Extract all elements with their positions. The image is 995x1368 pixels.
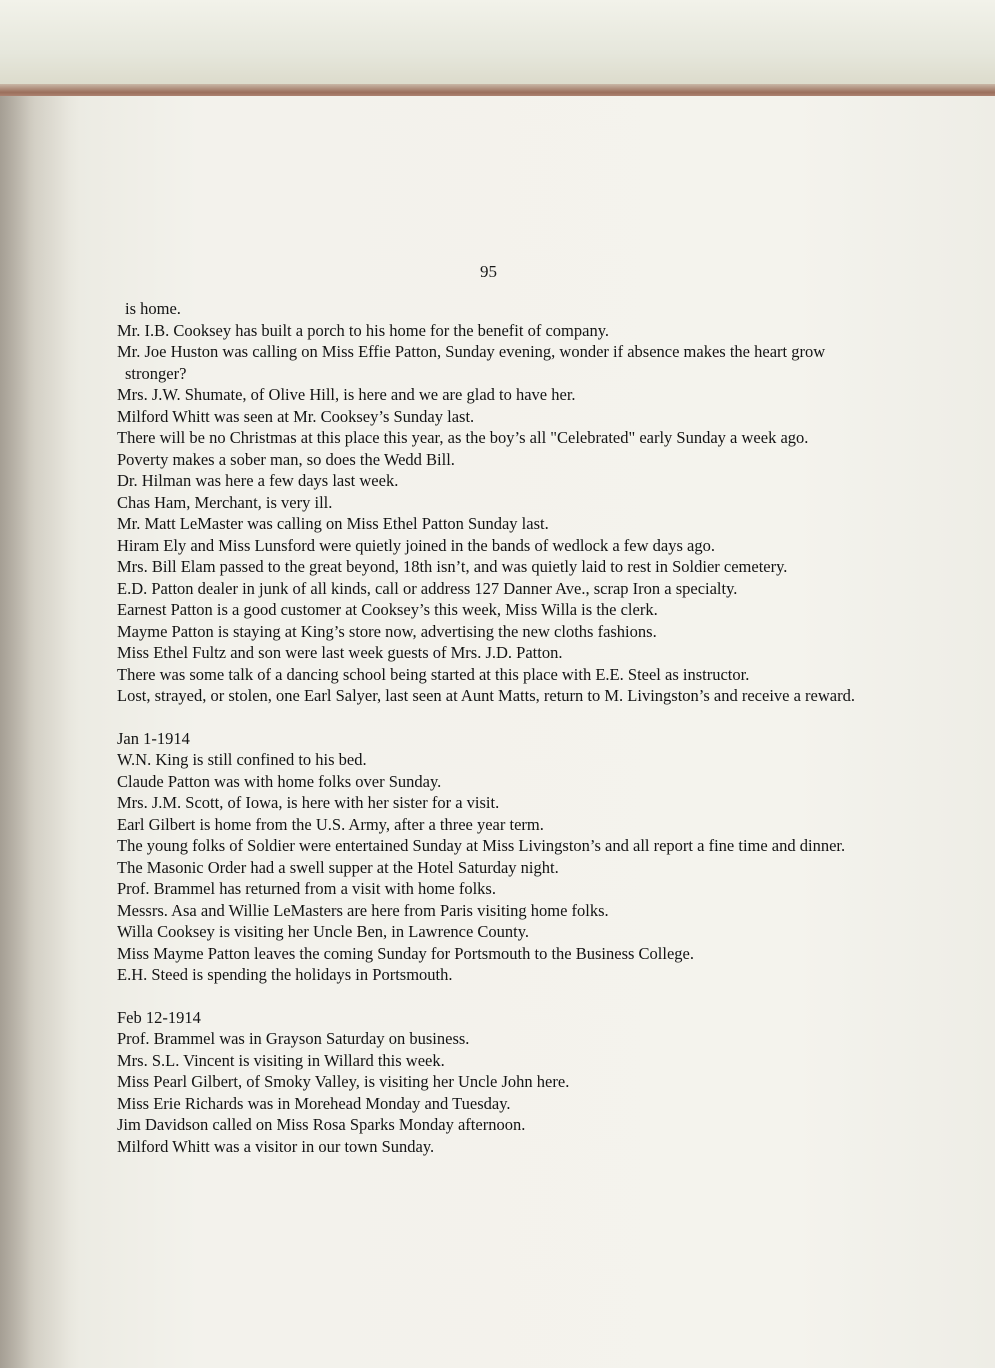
news-item: E.D. Patton dealer in junk of all kinds, call or address 127 Danner Ave., scrap Iron a specialty. xyxy=(117,578,738,598)
news-item: Mrs. J.W. Shumate, of Olive Hill, is here and we are glad to have her. xyxy=(117,385,576,404)
news-item: Dr. Hilman was here a few days last week. xyxy=(117,471,399,490)
news-item: Prof. Brammel was in Grayson Saturday on business. xyxy=(117,1029,470,1048)
news-item: Miss Mayme Patton leaves the coming Sunday for Portsmouth to the Business College. xyxy=(117,943,694,963)
section-date: Feb 12-1914 xyxy=(117,1007,201,1027)
news-item: Mrs. Bill Elam passed to the great beyond, 18th isn’t, and was quietly laid to rest in Soldier cemetery. xyxy=(117,557,788,576)
news-item: Lost, strayed, or stolen, one Earl Salyer, last seen at Aunt Matts, return to M. Livingston’s and receive a reward. xyxy=(117,686,855,705)
news-item: Willa Cooksey is visiting her Uncle Ben, in Lawrence County. xyxy=(117,922,530,941)
news-item: Miss Erie Richards was in Morehead Monday and Tuesday. xyxy=(117,1093,511,1113)
news-item: Miss Pearl Gilbert, of Smoky Valley, is visiting her Uncle John here. xyxy=(117,1072,570,1091)
news-item: Poverty makes a sober man, so does the Wedd Bill. xyxy=(117,449,455,469)
news-item: Hiram Ely and Miss Lunsford were quietly joined in the bands of wedlock a few days ago. xyxy=(117,535,715,555)
news-item: Jim Davidson called on Miss Rosa Sparks Monday afternoon. xyxy=(117,1115,526,1134)
news-item: The young folks of Soldier were entertained Sunday at Miss Livingston’s and all report a fine time and dinner. xyxy=(117,836,846,855)
news-item: Mrs. J.M. Scott, of Iowa, is here with her sister for a visit. xyxy=(117,793,500,812)
news-item: Prof. Brammel has returned from a visit with home folks. xyxy=(117,879,496,898)
news-item: Milford Whitt was a visitor in our town Sunday. xyxy=(117,1136,435,1156)
continued-line: is home. xyxy=(125,299,181,318)
news-item: Chas Ham, Merchant, is very ill. xyxy=(117,492,333,512)
gutter-shadow xyxy=(0,96,70,1368)
news-items-section-2 xyxy=(117,728,879,986)
scan-top-background xyxy=(0,0,995,96)
news-items-section-3 xyxy=(117,1007,879,1158)
news-item: Messrs. Asa and Willie LeMasters are here from Paris visiting home folks. xyxy=(117,900,609,920)
news-item: E.H. Steed is spending the holidays in Portsmouth. xyxy=(117,965,453,984)
news-item: The Masonic Order had a swell supper at the Hotel Saturday night. xyxy=(117,857,559,877)
news-item: W.N. King is still confined to his bed. xyxy=(117,750,367,769)
news-item: Milford Whitt was seen at Mr. Cooksey’s Sunday last. xyxy=(117,406,475,426)
news-item: Mayme Patton is staying at King’s store now, advertising the new cloths fashions. xyxy=(117,621,657,641)
news-item: Earl Gilbert is home from the U.S. Army, after a three year term. xyxy=(117,814,544,834)
news-item: Mr. Joe Huston was calling on Miss Effie Patton, Sunday evening, wonder if absence makes the heart grow stronger? xyxy=(117,342,826,383)
news-item: Mr. Matt LeMaster was calling on Miss Ethel Patton Sunday last. xyxy=(117,514,549,533)
news-item: There was some talk of a dancing school being started at this place with E.E. Steel as instructor. xyxy=(117,664,750,684)
news-item: Claude Patton was with home folks over Sunday. xyxy=(117,771,442,791)
news-item: There will be no Christmas at this place this year, as the boy’s all "Celebrated" early Sunday a week ago. xyxy=(117,428,809,447)
news-item: Miss Ethel Fultz and son were last week guests of Mrs. J.D. Patton. xyxy=(117,643,563,662)
news-item: Mr. I.B. Cooksey has built a porch to his home for the benefit of company. xyxy=(117,320,610,340)
news-item: Mrs. S.L. Vincent is visiting in Willard this week. xyxy=(117,1050,445,1070)
page-content xyxy=(117,298,879,1157)
page-number: 95 xyxy=(480,262,497,281)
news-items-section-1 xyxy=(117,320,879,707)
section-date: Jan 1-1914 xyxy=(117,728,190,748)
news-item: Earnest Patton is a good customer at Cooksey’s this week, Miss Willa is the clerk. xyxy=(117,600,658,619)
